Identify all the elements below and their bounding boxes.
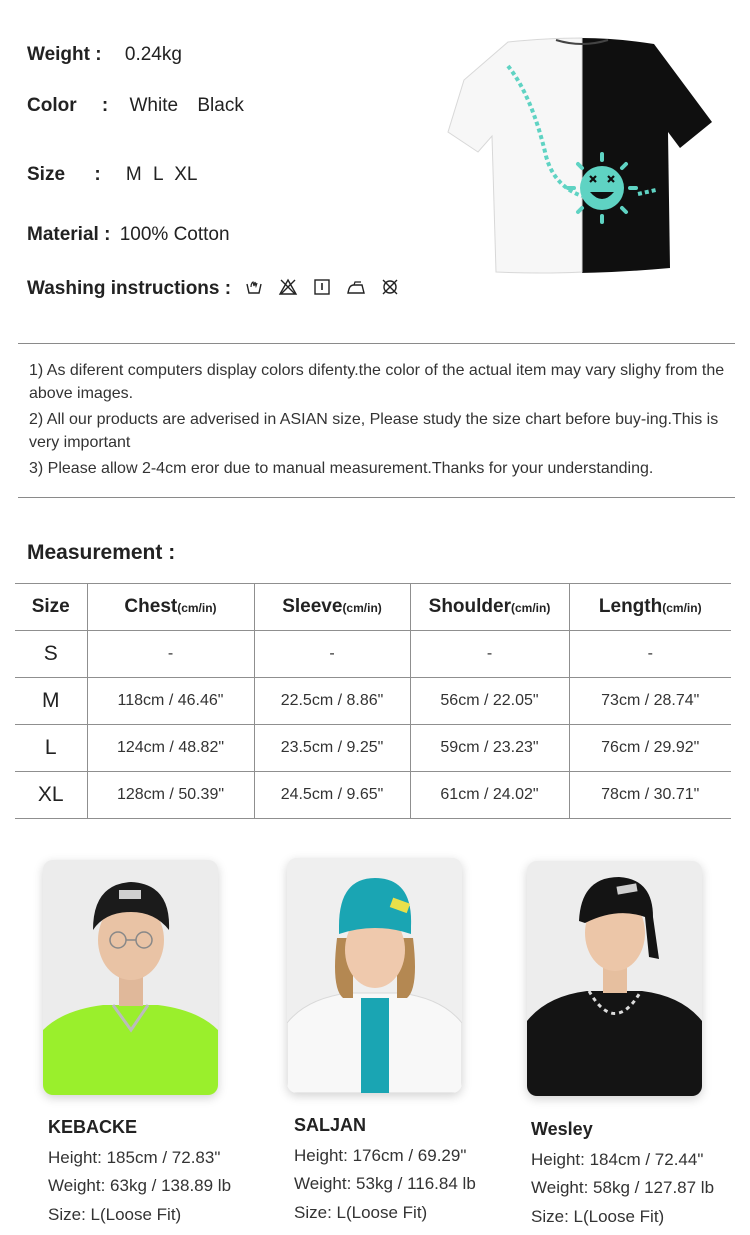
- chest-cell: 124cm / 48.82": [87, 725, 254, 772]
- notes-block: [29, 359, 725, 483]
- header-shoulder: Shoulder(cm/in): [410, 584, 569, 631]
- model-info-saljan: [294, 1111, 476, 1227]
- sleeve-cell: -: [254, 631, 410, 678]
- model-size: Size: L(Loose Fit): [48, 1204, 182, 1224]
- material-value: 100% Cotton: [119, 224, 230, 245]
- shoulder-cell: -: [410, 631, 569, 678]
- chest-cell: -: [87, 631, 254, 678]
- washing-icons: [244, 278, 400, 296]
- model-size: Size: L(Loose Fit): [531, 1206, 665, 1226]
- divider-top: [18, 343, 735, 344]
- material-label: Material :: [27, 224, 111, 245]
- size-option-l: L: [153, 164, 163, 185]
- color-option-white: White: [129, 95, 179, 116]
- model-info-wesley: [531, 1115, 714, 1231]
- model-photo-wesley: [527, 861, 702, 1096]
- table-row: [15, 631, 731, 678]
- model-name: KEBACKE: [48, 1117, 138, 1137]
- model-info-kebacke: [48, 1113, 231, 1229]
- length-cell: 76cm / 29.92": [569, 725, 731, 772]
- size-cell: L: [15, 725, 87, 772]
- header-chest: Chest(cm/in): [87, 584, 254, 631]
- header-length: Length(cm/in): [569, 584, 731, 631]
- length-cell: -: [569, 631, 731, 678]
- no-dry-clean-icon: [380, 278, 400, 296]
- model-height: Height: 176cm / 69.29": [294, 1145, 467, 1165]
- color-colon: :: [101, 95, 109, 116]
- size-option-xl: XL: [174, 164, 198, 185]
- header-size: Size: [15, 584, 87, 631]
- model-photo-kebacke: [43, 860, 218, 1095]
- chest-cell: 118cm / 46.46": [87, 678, 254, 725]
- chest-cell: 128cm / 50.39": [87, 772, 254, 819]
- model-name: Wesley: [531, 1119, 593, 1139]
- size-spec: [27, 164, 197, 186]
- model-height: Height: 185cm / 72.83": [48, 1147, 221, 1167]
- color-label: Color: [27, 95, 77, 116]
- note-2: 2) All our products are adverised in ASIAN size, Please study the size chart before buy-ing.This is very important: [29, 411, 719, 451]
- note-1: 1) As diferent computers display colors difenty.the color of the actual item may vary slighy from the above images.: [29, 362, 725, 402]
- model-weight: Weight: 58kg / 127.87 lb: [531, 1178, 715, 1197]
- length-cell: 78cm / 30.71": [569, 772, 731, 819]
- color-spec: [27, 95, 244, 117]
- size-option-m: M: [125, 164, 142, 185]
- shoulder-cell: 61cm / 24.02": [410, 772, 569, 819]
- model-size: Size: L(Loose Fit): [294, 1202, 428, 1222]
- measurement-title: Measurement :: [27, 541, 176, 564]
- iron-icon: [346, 278, 366, 296]
- sleeve-cell: 22.5cm / 8.86": [254, 678, 410, 725]
- divider-bottom: [18, 497, 735, 498]
- sleeve-cell: 23.5cm / 9.25": [254, 725, 410, 772]
- size-cell: XL: [15, 772, 87, 819]
- no-bleach-icon: [278, 278, 298, 296]
- washing-label: Washing instructions :: [27, 278, 232, 299]
- hand-wash-icon: [244, 278, 264, 296]
- model-weight: Weight: 63kg / 138.89 lb: [48, 1176, 232, 1195]
- color-option-black: Black: [197, 95, 244, 116]
- table-row: [15, 725, 731, 772]
- tumble-dry-icon: [312, 278, 332, 296]
- note-3: 3) Please allow 2-4cm eror due to manual measurement.Thanks for your understanding.: [29, 460, 654, 477]
- table-row: [15, 772, 731, 819]
- model-name: SALJAN: [294, 1115, 367, 1135]
- table-header-row: [15, 584, 731, 631]
- measurement-table: [15, 583, 731, 819]
- model-height: Height: 184cm / 72.44": [531, 1149, 704, 1169]
- size-cell: M: [15, 678, 87, 725]
- table-row: [15, 678, 731, 725]
- size-colon: :: [94, 164, 101, 185]
- size-cell: S: [15, 631, 87, 678]
- model-photo-saljan: [287, 858, 462, 1093]
- model-weight: Weight: 53kg / 116.84 lb: [294, 1174, 476, 1193]
- product-tshirt-image: [442, 36, 714, 276]
- length-cell: 73cm / 28.74": [569, 678, 731, 725]
- material-spec: [27, 224, 230, 246]
- header-sleeve: Sleeve(cm/in): [254, 584, 410, 631]
- weight-value: 0.24kg: [124, 44, 182, 65]
- size-label: Size: [27, 164, 66, 185]
- shoulder-cell: 56cm / 22.05": [410, 678, 569, 725]
- weight-spec: [27, 44, 182, 66]
- shoulder-cell: 59cm / 23.23": [410, 725, 569, 772]
- sleeve-cell: 24.5cm / 9.65": [254, 772, 410, 819]
- washing-spec: [27, 278, 400, 300]
- weight-label: Weight :: [27, 44, 102, 65]
